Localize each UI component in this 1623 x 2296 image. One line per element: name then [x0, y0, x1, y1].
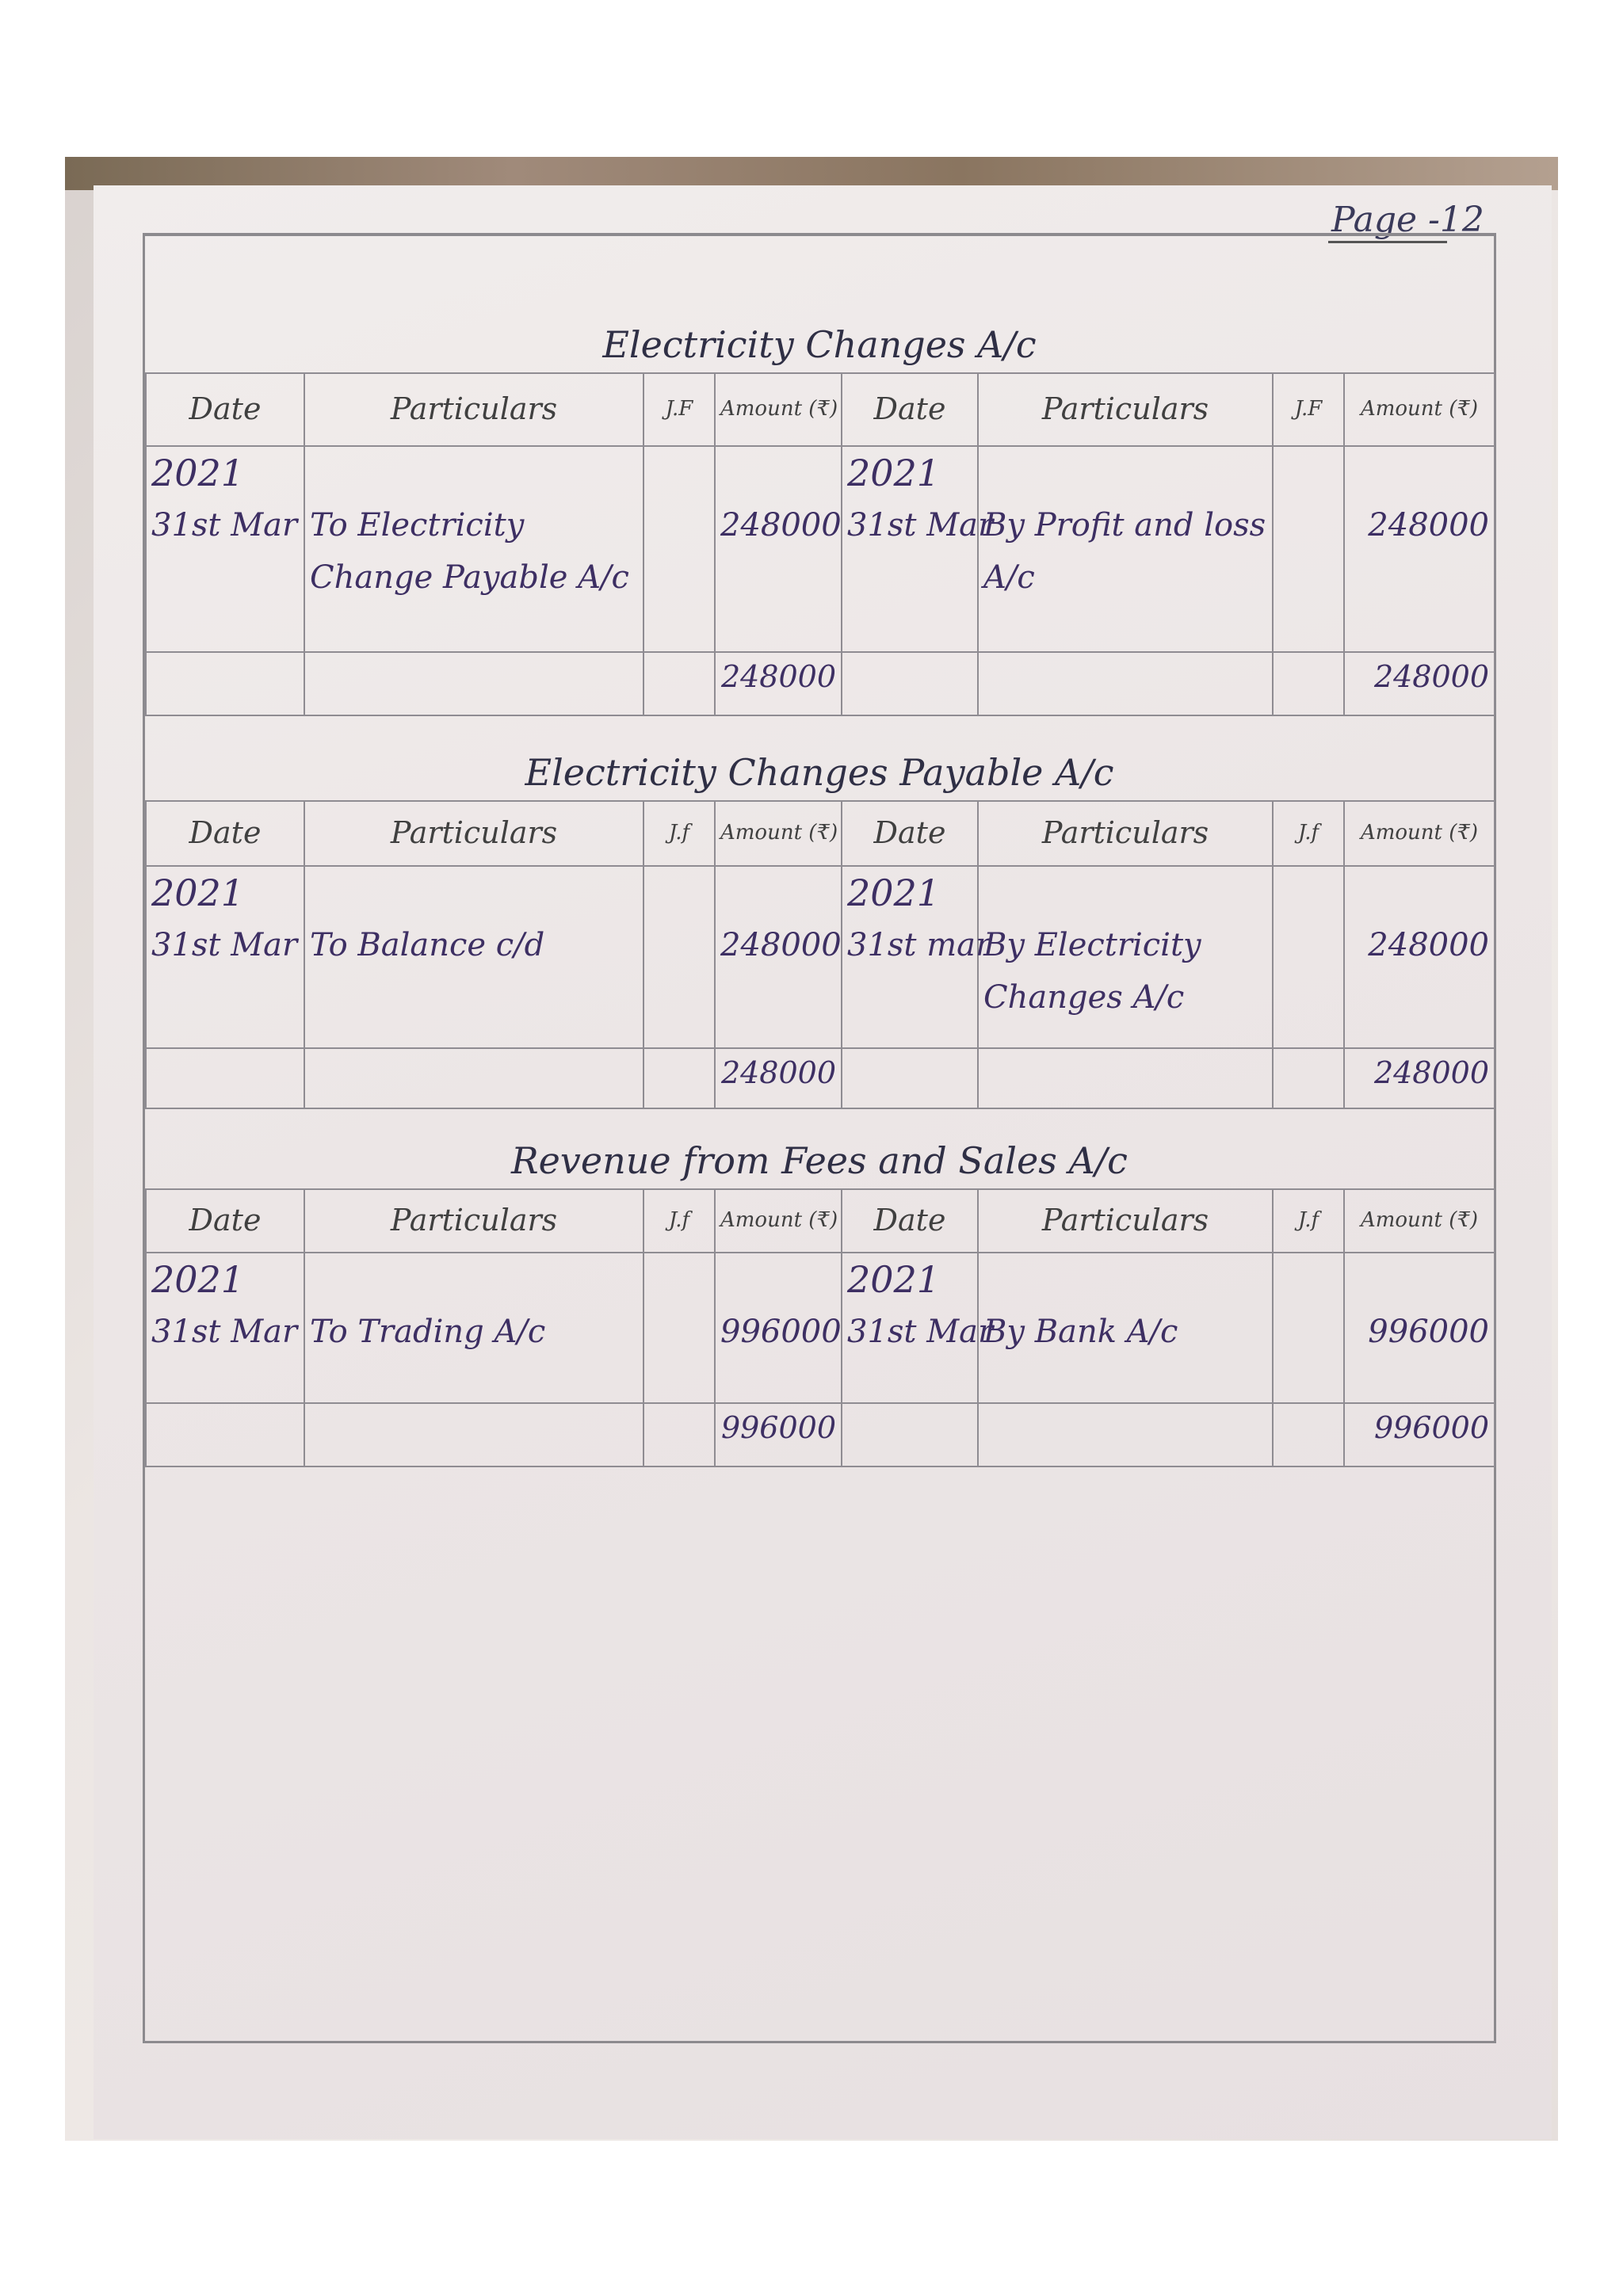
debit-particulars: To Trading A/c — [310, 1314, 546, 1350]
debit-particulars: To Electricity Change Payable A/c — [310, 507, 629, 596]
header-jf: J.F — [1273, 373, 1344, 446]
credit-particulars-cell — [978, 446, 1273, 652]
total-blank — [1273, 1403, 1344, 1466]
total-blank — [978, 1048, 1273, 1108]
ledger-table — [145, 800, 1495, 1109]
header-amount: Amount (₹) — [715, 1189, 842, 1253]
credit-particulars: By Electricity Changes A/c — [983, 927, 1201, 1016]
debit-jf — [643, 866, 715, 1048]
debit-jf — [643, 446, 715, 652]
credit-date: 31st mar — [847, 927, 991, 963]
credit-total: 996000 — [1344, 1403, 1495, 1466]
credit-date-cell — [842, 1253, 994, 1403]
header-particulars: Particulars — [978, 373, 1273, 446]
debit-total: 248000 — [715, 1048, 842, 1108]
total-blank — [146, 652, 304, 715]
ledger-title: Electricity Changes A/c — [602, 323, 1037, 366]
debit-date-cell — [146, 446, 304, 652]
debit-amount: 248000 — [715, 446, 842, 652]
credit-particulars-cell — [978, 866, 1273, 1048]
credit-year: 2021 — [847, 452, 941, 494]
credit-total: 248000 — [1344, 1048, 1495, 1108]
debit-particulars-cell — [304, 866, 643, 1048]
total-blank — [304, 1403, 643, 1466]
credit-particulars-cell — [978, 1253, 1273, 1403]
debit-date: 31st Mar — [151, 927, 298, 963]
page-border — [143, 233, 1496, 2043]
total-blank — [1273, 1048, 1344, 1108]
header-date: Date — [842, 1189, 978, 1253]
credit-amount: 248000 — [1344, 446, 1495, 652]
header-amount: Amount (₹) — [715, 801, 842, 866]
header-jf: J.f — [1273, 801, 1344, 866]
debit-total: 996000 — [715, 1403, 842, 1466]
header-amount: Amount (₹) — [715, 373, 842, 446]
header-particulars: Particulars — [304, 1189, 643, 1253]
header-particulars: Particulars — [978, 801, 1273, 866]
header-jf: J.F — [643, 373, 715, 446]
total-blank — [146, 1048, 304, 1108]
ledger-title: Revenue from Fees and Sales A/c — [511, 1139, 1128, 1182]
credit-total: 248000 — [1344, 652, 1495, 715]
header-amount: Amount (₹) — [1344, 1189, 1495, 1253]
debit-total: 248000 — [715, 652, 842, 715]
debit-particulars-cell — [304, 446, 643, 652]
credit-date: 31st Mar — [847, 507, 994, 543]
credit-date-cell — [842, 866, 991, 1048]
credit-jf — [1273, 866, 1344, 1048]
credit-jf — [1273, 1253, 1344, 1403]
ledger-title: Electricity Changes Payable A/c — [525, 751, 1114, 794]
debit-year: 2021 — [151, 871, 245, 914]
total-blank — [643, 1048, 715, 1108]
total-blank — [304, 1048, 643, 1108]
header-particulars: Particulars — [304, 373, 643, 446]
header-date: Date — [842, 801, 978, 866]
header-particulars: Particulars — [978, 1189, 1273, 1253]
debit-date-cell — [146, 866, 304, 1048]
total-blank — [643, 1403, 715, 1466]
page-number: Page -12 — [1331, 200, 1484, 240]
debit-particulars-cell — [304, 1253, 643, 1403]
header-date: Date — [146, 801, 304, 866]
debit-particulars: To Balance c/d — [310, 927, 545, 963]
total-blank — [146, 1403, 304, 1466]
total-blank — [304, 652, 643, 715]
credit-jf — [1273, 446, 1344, 652]
credit-particulars: By Bank A/c — [983, 1314, 1178, 1350]
ledger-table — [145, 1188, 1495, 1467]
credit-year: 2021 — [847, 871, 941, 914]
total-blank — [978, 1403, 1273, 1466]
debit-amount: 996000 — [715, 1253, 842, 1403]
credit-particulars: By Profit and loss A/c — [983, 507, 1266, 596]
debit-date: 31st Mar — [151, 507, 298, 543]
header-date: Date — [146, 1189, 304, 1253]
header-date: Date — [146, 373, 304, 446]
header-jf: J.f — [1273, 1189, 1344, 1253]
total-blank — [842, 1403, 978, 1466]
total-blank — [842, 652, 978, 715]
header-amount: Amount (₹) — [1344, 373, 1495, 446]
header-date: Date — [842, 373, 978, 446]
debit-jf — [643, 1253, 715, 1403]
debit-year: 2021 — [151, 452, 245, 494]
total-blank — [1273, 652, 1344, 715]
credit-amount: 248000 — [1344, 866, 1495, 1048]
debit-date-cell — [146, 1253, 304, 1403]
credit-date: 31st Mar — [847, 1314, 994, 1350]
header-particulars: Particulars — [304, 801, 643, 866]
debit-year: 2021 — [151, 1258, 245, 1301]
total-blank — [978, 652, 1273, 715]
total-blank — [643, 652, 715, 715]
header-jf: J.f — [643, 801, 715, 866]
header-amount: Amount (₹) — [1344, 801, 1495, 866]
ledger-table — [145, 372, 1495, 716]
credit-year: 2021 — [847, 1258, 941, 1301]
credit-amount: 996000 — [1344, 1253, 1495, 1403]
debit-amount: 248000 — [715, 866, 842, 1048]
credit-date-cell — [842, 446, 994, 652]
total-blank — [842, 1048, 978, 1108]
debit-date: 31st Mar — [151, 1314, 298, 1350]
header-jf: J.f — [643, 1189, 715, 1253]
